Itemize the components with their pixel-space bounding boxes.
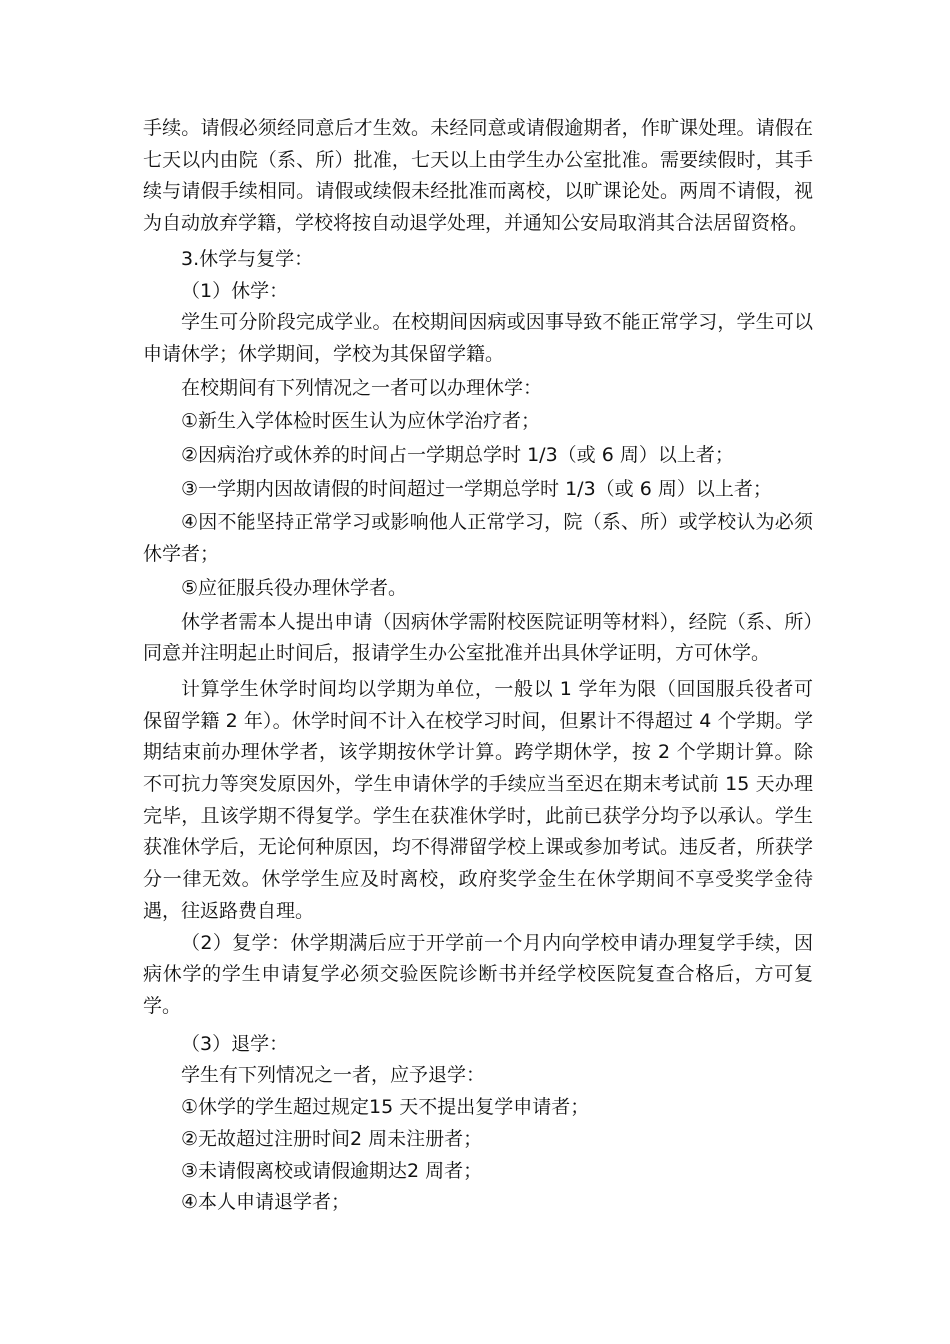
list-item-withdrawal-3: ③未请假离校或请假逾期达2 周者；: [181, 1159, 483, 1182]
paragraph-suspension-duration: 计算学生休学时间均以学期为单位，一般以 1 学年为限（回国服兵役者可保留学籍 2 年）。休学时间不计入在校学习时间，但累计不得超过 4 个学期。学期结束前办理休学者，该学期按休学计算。跨学期休学，按 2 个学期计算。除不可抗力等突发原因外，学生申请休学的手续应当至迟在期末考试前 15 天办理完毕，且该学期不得复学。学生在获准休学时，此前已获学分均予以承认。学生获准休学后，无论何种原因，均不得滞留学校上课或参加考试。违反者，所获学分一律无效。休学学生应及时离校，政府奖学金生在休学期间不享受奖学金待遇，往返路费自理。: [143, 677, 813, 922]
paragraph-withdrawal-conditions-intro: 学生有下列情况之一者，应予退学：: [181, 1064, 486, 1087]
heading-suspension-and-resumption: 3.休学与复学：: [181, 247, 314, 270]
paragraph-staged-study: 学生可分阶段完成学业。在校期间因病或因事导致不能正常学习，学生可以申请休学；休学期间，学校为其保留学籍。: [143, 311, 813, 365]
paragraph-leave-procedure: 手续。请假必须经同意后才生效。未经同意或请假逾期者，作旷课处理。请假在七天以内由院（系、所）批准，七天以上由学生办公室批准。需要续假时，其手续与请假手续相同。请假或续假未经批准而离校，以旷课论处。两周不请假，视为自动放弃学籍，学校将按自动退学处理，并通知公安局取消其合法居留资格。: [143, 117, 813, 235]
paragraph-suspension-application: 休学者需本人提出申请（因病休学需附校医院证明等材料），经院（系、所）同意并注明起止时间后，报请学生办公室批准并出具休学证明，方可休学。: [143, 610, 813, 665]
subheading-suspension: （1）休学：: [181, 279, 289, 302]
list-item-suspension-4: ④因不能坚持正常学习或影响他人正常学习，院（系、所）或学校认为必须休学者；: [143, 511, 813, 566]
list-item-withdrawal-4: ④本人申请退学者；: [181, 1191, 351, 1214]
paragraph-resumption: （2）复学：休学期满后应于开学前一个月内向学校申请办理复学手续，因病休学的学生申请复学必须交验医院诊断书并经学校医院复查合格后，方可复学。: [143, 931, 813, 1017]
subheading-withdrawal: （3）退学：: [181, 1032, 289, 1055]
paragraph-suspension-conditions-intro: 在校期间有下列情况之一者可以办理休学：: [181, 376, 543, 399]
document-body: [143, 113, 813, 1219]
list-item-suspension-5: ⑤应征服兵役办理休学者。: [181, 576, 408, 599]
list-item-suspension-2: ②因病治疗或休养的时间占一学期总学时 1/3（或 6 周）以上者；: [181, 444, 734, 467]
list-item-suspension-3: ③一学期内因故请假的时间超过一学期总学时 1/3（或 6 周）以上者；: [181, 477, 772, 500]
list-item-withdrawal-2: ②无故超过注册时间2 周未注册者；: [181, 1127, 483, 1150]
list-item-suspension-1: ①新生入学体检时医生认为应休学治疗者；: [181, 410, 541, 433]
list-item-withdrawal-1: ①休学的学生超过规定15 天不提出复学申请者；: [181, 1096, 590, 1119]
